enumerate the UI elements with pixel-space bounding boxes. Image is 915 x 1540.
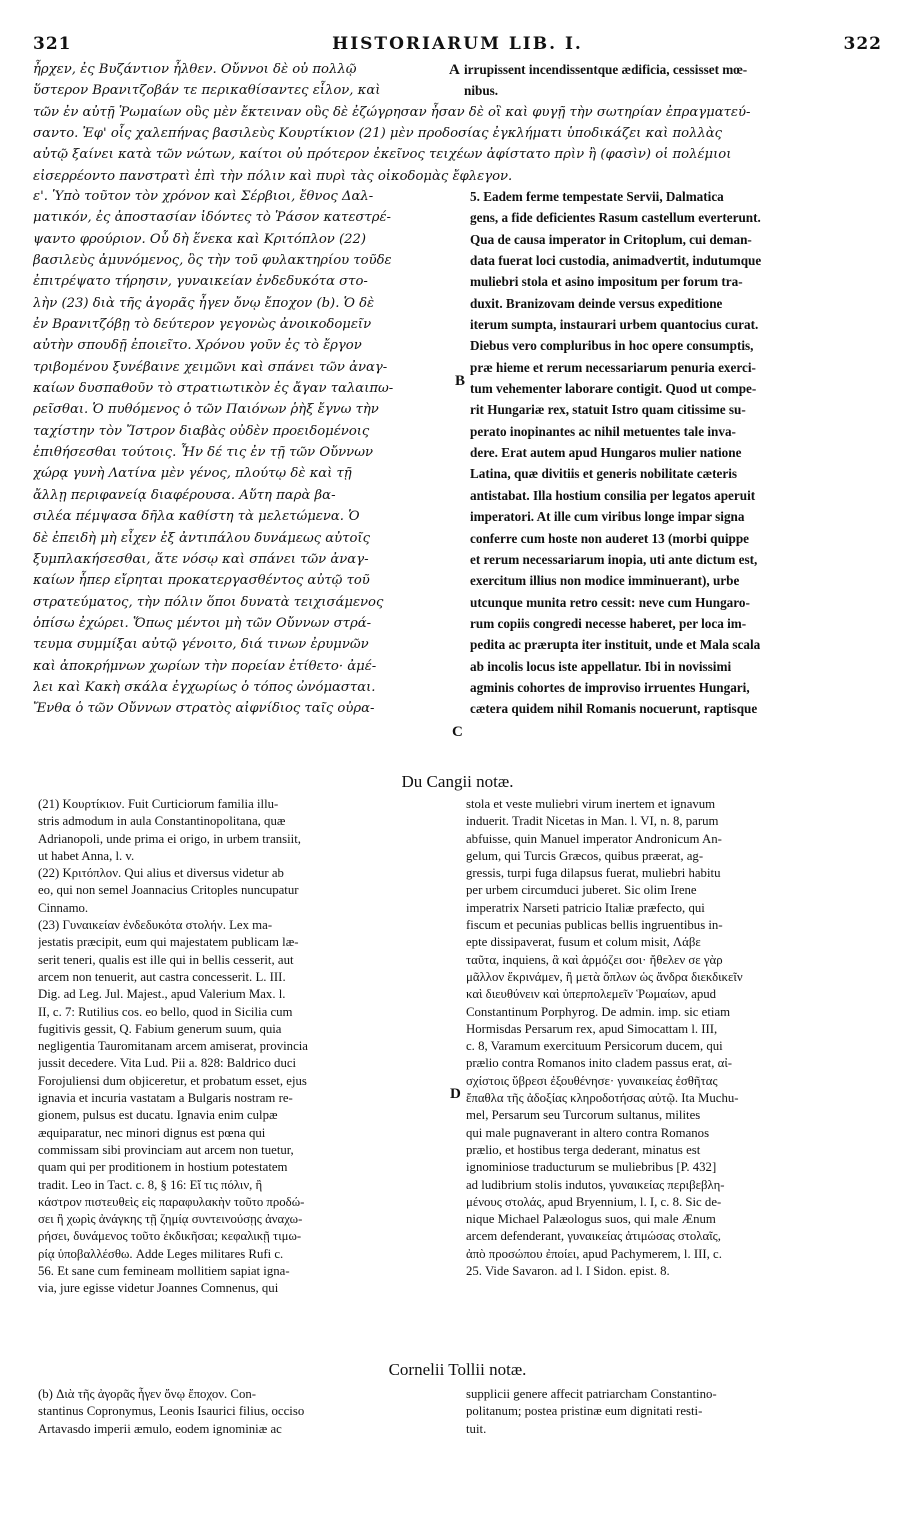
note-line: μᾶλλον ἔκρινάμεν, ἢ μετὰ ὅπλων ὡς ἄνδρα διεκδικεῖν — [466, 969, 743, 984]
latin-text-line: Latina, quæ divitiis et generis nobilitate cæteris — [470, 466, 738, 482]
du-cange-notes-right — [466, 796, 884, 1280]
greek-text-line: ἦρχεν, ἐς Βυζάντιον ἦλθεν. Οὔννοι δὲ οὐ πολλῷ — [33, 62, 357, 77]
greek-text-line: ὕστερον Βρανιτζοβάν τε περικαθίσαντες εἷλον, καὶ — [33, 83, 381, 99]
note-line: κάστρον πιστευθεὶς εἰς παραφυλακὴν τοῦτο προδώ- — [38, 1194, 305, 1209]
note-line: Adrianopoli, unde prima ei origo, in urbem transiit, — [38, 831, 301, 846]
latin-text-line: nibus. — [464, 83, 499, 99]
latin-text-line: Diebus vero compluribus in hoc opere consumptis, — [470, 338, 754, 354]
tollius-notes-right — [466, 1386, 884, 1438]
margin-letter-c: C — [452, 724, 463, 740]
margin-letter-b: B — [455, 373, 466, 389]
note-line: (b) Διὰ τῆς ἀγορᾶς ἦγεν ὄνῳ ἔποχον. Con- — [38, 1387, 257, 1401]
note-line: stantinus Copronymus, Leonis Isaurici filius, occiso — [38, 1404, 305, 1419]
latin-text-line: muliebri stola et asino impositum per forum tra- — [470, 274, 743, 290]
greek-text-line: χώρᾳ γυνὴ Λατίνα μὲν γένος, πλούτῳ δὲ καὶ τῇ — [33, 466, 352, 482]
latin-text-line: rit Hungariæ rex, statuit Istro quam citissime su- — [470, 402, 746, 418]
latin-text-line: imperatori. At ille cum viribus longe impar signa — [470, 509, 745, 525]
page-number-right: 322 — [843, 34, 882, 54]
greek-text-line: ξυμπλακήσεσθαι, ἅτε νόσῳ καὶ σπάνει τῶν ἀναγ- — [33, 551, 369, 567]
greek-text-line: καίων ἧπερ εἴρηται προκατεργασθέντος αὐτῷ τοῦ — [33, 573, 370, 589]
latin-text-line: conferre cum hoste non auderet 13 (morbi quippe — [470, 530, 750, 546]
greek-text-line: ματικόν, ἐς ἀποστασίαν ἰδόντες τὸ Ῥάσον κατεστρέ- — [33, 210, 392, 226]
latin-text-line: pedita ac prærupta iter instituit, unde et Mala scala — [470, 637, 761, 653]
note-line: Forojuliensi dum objiceretur, et probatum esset, ejus — [38, 1073, 307, 1088]
latin-text-line: data fuerat loci custodia, animadvertit, indutumque — [470, 253, 762, 269]
note-line: abfuisse, quin Manuel imperator Andronicum An- — [466, 831, 722, 846]
greek-text-column — [33, 186, 461, 720]
latin-text-line: dere. Erat autem apud Hungaros mulier natione — [470, 445, 742, 461]
greek-text-line: ταχίστην τὸν Ἴστρον διαβὰς οὐδὲν προειδομένοις — [33, 423, 370, 439]
note-line: μένους στολάς, apud Bryennium, l. I, c. 8. Sic de- — [466, 1194, 722, 1209]
note-line: mel, Persarum seu Turcorum sultanus, milites — [466, 1108, 701, 1123]
greek-text-line: λει καὶ Κακὴ σκάλα ἐγχωρίως ὁ τόπος ὠνόμασται. — [33, 679, 376, 695]
note-line: nique Michael Palæologus suos, qui male Ænum — [466, 1212, 716, 1227]
greek-text-line: Ἔνθα ὁ τῶν Οὔννων στρατὸς αἰφνίδιος ταῖς οὐρα- — [33, 701, 375, 717]
latin-text-line: 5. Eadem ferme tempestate Servii, Dalmatica — [470, 189, 724, 204]
tollius-notes-heading: Cornelii Tollii notæ. — [388, 1360, 527, 1379]
note-line: tuit. — [466, 1421, 487, 1436]
note-line: ταῦτα, inquiens, ἃ καὶ ἁρμόζει σοι· ἤθελεν σε γὰρ — [466, 952, 723, 967]
greek-text-line: αὐτῷ ξαίνει κατὰ τῶν νώτων, καίτοι οὐ πρότερον ἐκεῖνος τειχέων ἀφίστατο πρὶν ἢ (φασὶν) οἱ πολέμιοι — [33, 147, 732, 163]
latin-text-line: tum vehementer laborare contigit. Quod ut compe- — [470, 381, 757, 397]
latin-text-line: utcunque munita retro cessit: neve cum Hungaro- — [470, 594, 750, 610]
page-header — [33, 34, 882, 56]
margin-letter-d: D — [450, 1086, 461, 1102]
greek-text-line: ὀπίσω ἐχώρει. Ὅπως μέντοι μὴ τῶν Οὔννων στρά- — [33, 615, 372, 631]
greek-text-line: ἐπιτρέψατο τήρησιν, γυναικείαν ἐνδεδυκότα στο- — [33, 274, 368, 290]
greek-text-line: τῶν ἐν αὐτῇ Ῥωμαίων οὓς μὲν ἔκτειναν οὓς δὲ ἐζώγρησαν ἦσαν δὲ οἳ καὶ φυγῇ τὴν σωτηρίαν ἐπραγματεύ- — [33, 104, 751, 120]
note-line: II, c. 7: Rutilius cos. eo bello, quod in Sicilia cum — [38, 1004, 293, 1019]
greek-text-line: σαντο. Ἐφ' οἷς χαλεπήνας βασιλεὺς Κουρτίκιον (21) μὲν προδοσίας ἐγκλήματι ὑποδικάζει καὶ πολλὰς — [33, 126, 723, 142]
note-line: (23) Γυναικείαν ἐνδεδυκότα στολήν. Lex ma- — [38, 918, 273, 933]
greek-text-line: στρατεύματος, τὴν πόλιν ὅποι δυνατὰ τειχισάμενος — [33, 594, 384, 610]
note-line: via, jure egisse videtur Joannes Comnenus, qui — [38, 1281, 279, 1296]
note-line: stola et veste muliebri virum inertem et ignavum — [466, 797, 716, 811]
note-line: ἀπὸ προσώπου ἐποίει, apud Pachymerem, l. III, c. — [466, 1246, 722, 1261]
note-line: Artavasdo imperii æmulo, eodem ignominiæ ac — [38, 1421, 282, 1436]
note-line: σχίστοις ὕβρεσι ἐξουθένησε· γυναικείας ἐσθῆτας — [466, 1073, 718, 1088]
note-line: stris admodum in aula Constantinopolitana, quæ — [38, 814, 286, 829]
note-line: qui male pugnaverant in altero contra Romanos — [466, 1125, 710, 1140]
note-line: arcem defenderant, γυναικείας ἀτιμώσας στολαῖς, — [466, 1229, 721, 1244]
note-line: 56. Et sane cum femineam mollitiem sapiat igna- — [38, 1264, 290, 1279]
note-line: Cinnamo. — [38, 900, 89, 915]
note-line: Constantinum Porphyrog. De admin. imp. sic etiam — [466, 1004, 731, 1019]
note-line: gelum, qui Turcis Græcos, quibus præerat, ag- — [466, 848, 704, 863]
greek-text-line: αὐτὴν σπουδῇ ἐποιεῖτο. Χρόνου γοῦν ἐς τὸ ἔργον — [33, 338, 362, 354]
note-line: ρίᾳ ὑποβαλλέσθω. Adde Leges militares Rufi c. — [38, 1246, 284, 1261]
greek-text-line: εἰσερρέοντο πανστρατὶ ἐπὶ τὴν πόλιν καὶ πυρὶ τὰς οἰκοδομὰς ἔφλεγον. — [33, 168, 513, 184]
running-title: HISTORIARUM LIB. I. — [332, 34, 583, 54]
greek-text-line: τριβομένου ξυνέβαινε χειμῶνι καὶ σπάνει τῶν ἀναγ- — [33, 359, 388, 375]
note-line: Dig. ad Leg. Jul. Majest., apud Valerium Max. l. — [38, 987, 286, 1002]
latin-text-line: antistabat. Illa hostium consilia per legatos aperuit — [470, 487, 756, 503]
latin-text-column — [470, 186, 884, 720]
latin-text-line: exercitum illius non modice imminuerant), urbe — [470, 573, 740, 589]
greek-text-line: δὲ ἐπειδὴ μὴ εἶχεν ἐξ ἀντιπάλου δυνάμεως αὐτοῖς — [33, 530, 370, 546]
note-line: jussit decedere. Vita Lud. Pii a. 828: Baldrico duci — [38, 1056, 297, 1071]
note-line: supplicii genere affecit patriarcham Constantino- — [466, 1387, 717, 1401]
greek-text-line: ψαντο φρούριον. Οὗ δὴ ἕνεκα καὶ Κριτόπλον (22) — [33, 231, 367, 247]
note-line: fiscum et pecunias publicas bellis ingruentibus in- — [466, 918, 723, 933]
note-line: ut habet Anna, l. v. — [38, 848, 135, 863]
note-line: fugitivis gessit, Q. Fabium generum suum, quia — [38, 1021, 282, 1036]
note-line: (22) Κριτόπλον. Qui alius et diversus videtur ab — [38, 866, 284, 881]
greek-text-line: καίων δυσπαθοῦν τὸ στρατιωτικὸν ἐς ἄγαν ταλαιπω- — [33, 381, 394, 397]
note-line: σει ἢ χωρὶς ἀνάγκης τῇ ζημίᾳ συντεινούσῃς ἀναχω- — [38, 1212, 303, 1227]
note-line: ignominiose traducturum se muliebribus [P. 432] — [466, 1160, 717, 1175]
note-line: Hormisdas Persarum rex, apud Simocattam l. III, — [466, 1021, 718, 1036]
greek-text-line: καὶ ἀποκρήμνων χωρίων τὴν πορείαν ἐτίθετο· ἀμέ- — [33, 658, 377, 674]
note-line: gionem, pulsus est ducatu. Ignavia enim culpæ — [38, 1108, 278, 1123]
latin-text-line: gens, a fide deficientes Rasum castellum everterunt. — [470, 210, 761, 226]
greek-text-line: βασιλεὺς ἀμυνόμενος, ὃς τὴν τοῦ φυλακτηρίου τοῦδε — [33, 253, 392, 269]
note-line: eo, qui non semel Joannacius Critoples nuncupatur — [38, 883, 299, 898]
greek-text-line: τευμα συμμίξαι αὐτῷ γένοιτο, διά τινων ἐρυμνῶν — [33, 637, 369, 653]
note-line: quam qui per proditionem in hostium potestatem — [38, 1160, 288, 1175]
note-line: commissam sibi provinciam aut arcem non tuetur, — [38, 1142, 294, 1157]
page-number-left: 321 — [33, 34, 72, 54]
latin-text-line: cætera quidem nihil Romanis nocuerunt, raptisque — [470, 701, 758, 717]
latin-text-line: ab incolis locus iste appellatur. Ibi in novissimi — [470, 658, 732, 674]
du-cange-notes-heading: Du Cangii notæ. — [401, 772, 514, 791]
top-latin-block — [464, 59, 884, 102]
note-line: epte dissipaverat, fusum et colum misit, Λάβε — [466, 935, 701, 950]
latin-text-line: Qua de causa imperator in Critoplum, cui deman- — [470, 231, 752, 247]
note-line: prælio contra Romanos inito cladem passus erat, αἰ- — [466, 1056, 733, 1071]
note-line: per urbem circumduci juberet. Sic olim Irene — [466, 883, 697, 898]
greek-text-line: ρεῖσθαι. Ὁ πυθόμενος ὁ τῶν Παιόνων ῥὴξ ἔγνω τὴν — [33, 402, 379, 418]
latin-text-line: rum copiis congredi necesse haberet, per loca im- — [470, 615, 747, 631]
latin-text-line: irrupissent incendissentque ædificia, cessisset mœ- — [464, 62, 748, 77]
note-line: ἔπαθλα τῆς ἀδοξίας κληροδοτήσας αὐτῷ. Ita Muchu- — [466, 1091, 739, 1106]
note-line: induerit. Tradit Nicetas in Man. l. VI, n. 8, parum — [466, 814, 719, 829]
note-line: 25. Vide Savaron. ad l. I Sidon. epist. 8. — [466, 1264, 670, 1279]
du-cange-notes-left — [38, 796, 447, 1298]
note-line: καὶ διευθύνειν καὶ ὑπερπολεμεῖν Ῥωμαίων, apud — [466, 987, 717, 1002]
latin-text-line: præ hieme et rerum necessariarum penuria exerci- — [470, 359, 756, 375]
note-line: ignavia et incuria vastatam a Bulgaris nostram re- — [38, 1091, 293, 1106]
note-line: æquiparatur, nec minori dignus est pœna qui — [38, 1125, 266, 1140]
note-line: gressis, turpi fuga dilapsus fuerat, muliebri habitu — [466, 866, 721, 881]
note-line: negligentia Tauromitanam arcem amiserat, provincia — [38, 1039, 308, 1054]
tollius-notes-left — [38, 1386, 447, 1438]
greek-text-line: ε'. Ὑπὸ τοῦτον τὸν χρόνον καὶ Σέρβιοι, ἔθνος Δαλ- — [33, 189, 374, 204]
latin-text-line: perato inopinantes ac nihil metuentes tale inva- — [470, 423, 736, 439]
note-line: ρήσει, δυνάμενος τοῦτο ἐκδικῆσαι; κεφαλικῇ τιμω- — [38, 1229, 302, 1244]
margin-letter-a: A — [449, 62, 460, 78]
note-line: imperatrix Narseti patricio Italiæ præfecto, qui — [466, 900, 705, 915]
greek-text-line: σιλέα πέμψασα δῆλα καθίστη τὰ μελετώμενα. Ὁ — [33, 509, 360, 525]
note-line: serit teneri, qualis est ille qui in bellis cesserit, aut — [38, 952, 294, 967]
note-line: arcem non tenuerit, aut castra concesserit. L. III. — [38, 969, 286, 984]
greek-text-line: ἐν Βρανιτζόβῃ τὸ δεύτερον γεγονὼς ἀνοικοδομεῖν — [33, 317, 372, 333]
note-line: prælio, et hostibus terga dederant, minatus est — [466, 1142, 701, 1157]
note-line: c. 8, Varamum exercituum Persicorum ducem, qui — [466, 1039, 723, 1054]
note-line: tradit. Leo in Tact. c. 8, § 16: Εἴ τις πόλιν, ἢ — [38, 1177, 263, 1192]
note-line: jestatis præcipit, eum qui majestatem publicam læ- — [38, 935, 299, 950]
greek-text-line: ἐπιθήσεσθαι τούτοις. Ἦν δέ τις ἐν τῇ τῶν Οὔννων — [33, 445, 373, 461]
latin-text-line: et rerum necessariarum inopia, uti ante dictum est, — [470, 551, 758, 567]
latin-text-line: duxit. Branizovam deinde versus expeditione — [470, 295, 723, 311]
greek-text-line: λὴν (23) διὰ τῆς ἀγορᾶς ἦγεν ὄνῳ ἔποχον (b). Ὁ δὲ — [33, 295, 375, 311]
note-line: ad ludibrium stolis indutos, γυναικείας περιβεβλη- — [466, 1177, 725, 1192]
latin-text-line: agminis cohortes de improviso irruentes Hungari, — [470, 679, 750, 695]
latin-text-line: iterum sumpta, instaurari urbem quantocius curat. — [470, 317, 759, 333]
note-line: politanum; postea pristinæ eum dignitati resti- — [466, 1404, 703, 1419]
note-line: (21) Κουρτίκιον. Fuit Curticiorum familia illu- — [38, 797, 279, 811]
greek-text-line: ἄλλῃ περιφανείᾳ διαφέρουσα. Αὕτη παρὰ βα- — [33, 487, 336, 503]
